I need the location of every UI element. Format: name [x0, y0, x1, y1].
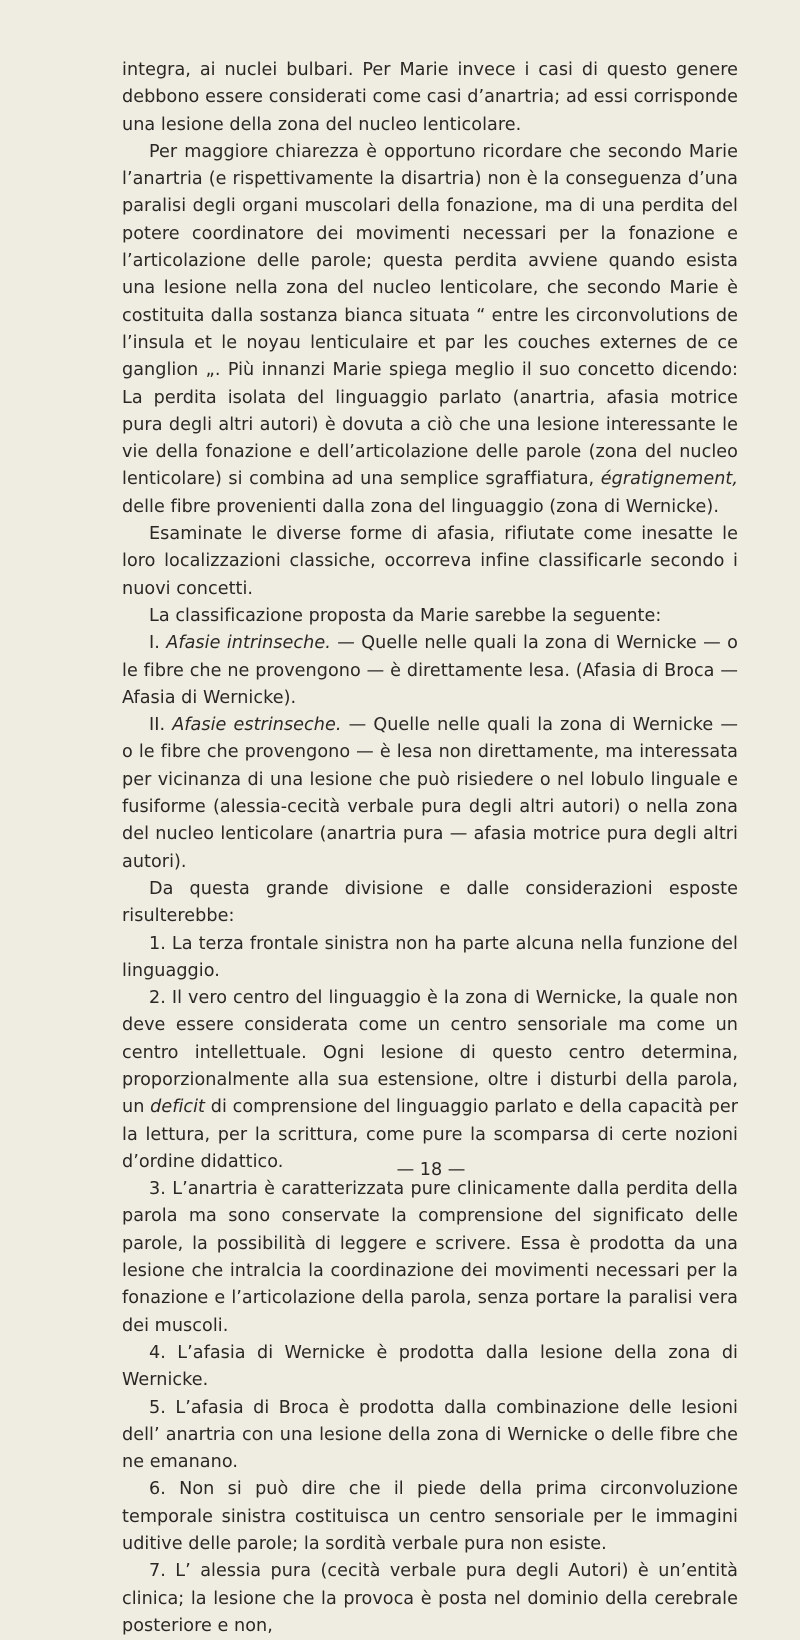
numbered-item-6-text: 6. Non si può dire che il piede della prima circonvoluzione temporale sinistra costituisca un centro sensoriale per le immagini uditive delle parole; la sordità verbale pura non esiste.: [122, 1479, 738, 1555]
paragraph-2-end: delle fibre provenienti dalla zona del linguaggio (zona di Wernicke).: [122, 496, 719, 517]
classification-1-title: Afasie intrinseche.: [166, 633, 331, 654]
classification-1: [122, 630, 738, 712]
paragraph-5-text: Da questa grande divisione e dalle considerazioni esposte risulterebbe:: [122, 878, 738, 927]
paragraph-2-text: Per maggiore chiarezza è opportuno ricordare che secondo Marie l’anartria (e rispettivamente la disartria) non è la conseguenza d’una paralisi degli organi muscolari della fonazione, ma di una perdita del potere coordinatore dei movimenti necessari per la fonazione e l’articolazione delle parole; questa perdita avviene quando esista una lesione nella zona del nucleo lenticolare, che secondo Marie è costituita dalla sostanza bianca situata “ entre les circonvolutions de l’insula et le noyau lenticulaire et par les couches externes de ce ganglion „. Più innanzi Marie spiega meglio il suo concetto dicendo: La perdita isolata del linguaggio parlato (anartria, afasia motrice pura degli altri autori) è dovuta a ciò che una lesione interessante le vie della fonazione e dell’articolazione delle parole (zona del nucleo lenticolare) si combina ad una semplice sgraffiatura,: [122, 141, 738, 490]
numbered-item-2-italic-term: deficit: [150, 1097, 206, 1118]
paragraph-1: [122, 57, 738, 139]
paragraph-4: [122, 603, 738, 630]
paragraph-4-text: La classificazione proposta da Marie sarebbe la seguente:: [149, 605, 662, 626]
page-number: — 18 —: [396, 1160, 466, 1180]
numbered-item-1-text: 1. La terza frontale sinistra non ha parte alcuna nella funzione del linguaggio.: [122, 933, 738, 981]
numbered-item-3: [122, 1176, 738, 1340]
numbered-item-5: [122, 1395, 738, 1477]
numbered-item-7-text: 7. L’ alessia pura (cecità verbale pura degli Autori) è un’entità clinica; la lesione che la provoca è posta nel dominio della cerebrale posteriore e non,: [122, 1561, 738, 1636]
numbered-item-2-text: 2. Il vero centro del linguaggio è la zona di Wernicke, la quale non deve essere considerata come un centro sensoriale ma come un centro intellettuale. Ogni lesione di questo centro determina, proporzionalmente alla sua estensione, oltre i disturbi della parola, un: [122, 988, 738, 1118]
numbered-item-1: [122, 931, 738, 986]
numbered-item-3-text: 3. L’anartria è caratterizzata pure clinicamente dalla perdita della parola ma sono conservate la comprensione del significato delle parole, la possibilità di leggere e scrivere. Essa è prodotta da una lesione che intralcia la coordinazione dei movimenti necessari per la fonazione e l’articolazione della parola, senza portare la paralisi vera dei muscoli.: [122, 1179, 738, 1336]
numbered-item-2: [122, 985, 738, 1176]
paragraph-3: [122, 521, 738, 603]
numbered-item-7: [122, 1558, 738, 1640]
classification-1-number: I.: [149, 633, 160, 654]
paragraph-5: [122, 876, 738, 931]
classification-1-text: — Quelle nelle quali la zona di Wernicke — o le fibre che ne provengono — è direttamente lesa. (Afasia di Broca — Afasia di Wernicke).: [122, 633, 738, 708]
classification-2-title: Afasie estrinseche.: [172, 715, 342, 736]
classification-2-text: — Quelle nelle quali la zona di Wernicke — o le fibre che provengono — è lesa non direttamente, ma interessata per vicinanza di una lesione che può risiedere o nel lobulo linguale e fusiforme (alessia-cecità verbale pura degli altri autori) o nella zona del nucleo lenticolare (anartria pura — afasia motrice pura degli altri autori).: [122, 715, 738, 872]
paragraph-2-italic-term: égratignement,: [600, 469, 738, 490]
numbered-item-5-text: 5. L’afasia di Broca è prodotta dalla combinazione delle lesioni dell’ anartria con una lesione della zona di Wernicke o delle fibre che ne emanano.: [122, 1397, 738, 1473]
numbered-item-2-end: di comprensione del linguaggio parlato e della capacità per la lettura, per la scrittura, come pure la scomparsa di certe nozioni d’ordine didattico.: [122, 1097, 738, 1172]
numbered-item-6: [122, 1476, 738, 1558]
classification-2: [122, 712, 738, 876]
paragraph-3-text: Esaminate le diverse forme di afasia, rifiutate come inesatte le loro localizzazioni classiche, occorreva infine classificarle secondo i nuovi concetti.: [122, 524, 738, 599]
numbered-item-4-text: 4. L’afasia di Wernicke è prodotta dalla lesione della zona di Wernicke.: [122, 1342, 738, 1391]
classification-2-number: II.: [149, 715, 166, 736]
numbered-item-4: [122, 1340, 738, 1395]
paragraph-1-text: integra, ai nuclei bulbari. Per Marie invece i casi di questo genere debbono essere considerati come casi d’anartria; ad essi corrisponde una lesione della zona del nucleo lenticolare.: [122, 60, 738, 135]
paragraph-2: [122, 139, 738, 521]
